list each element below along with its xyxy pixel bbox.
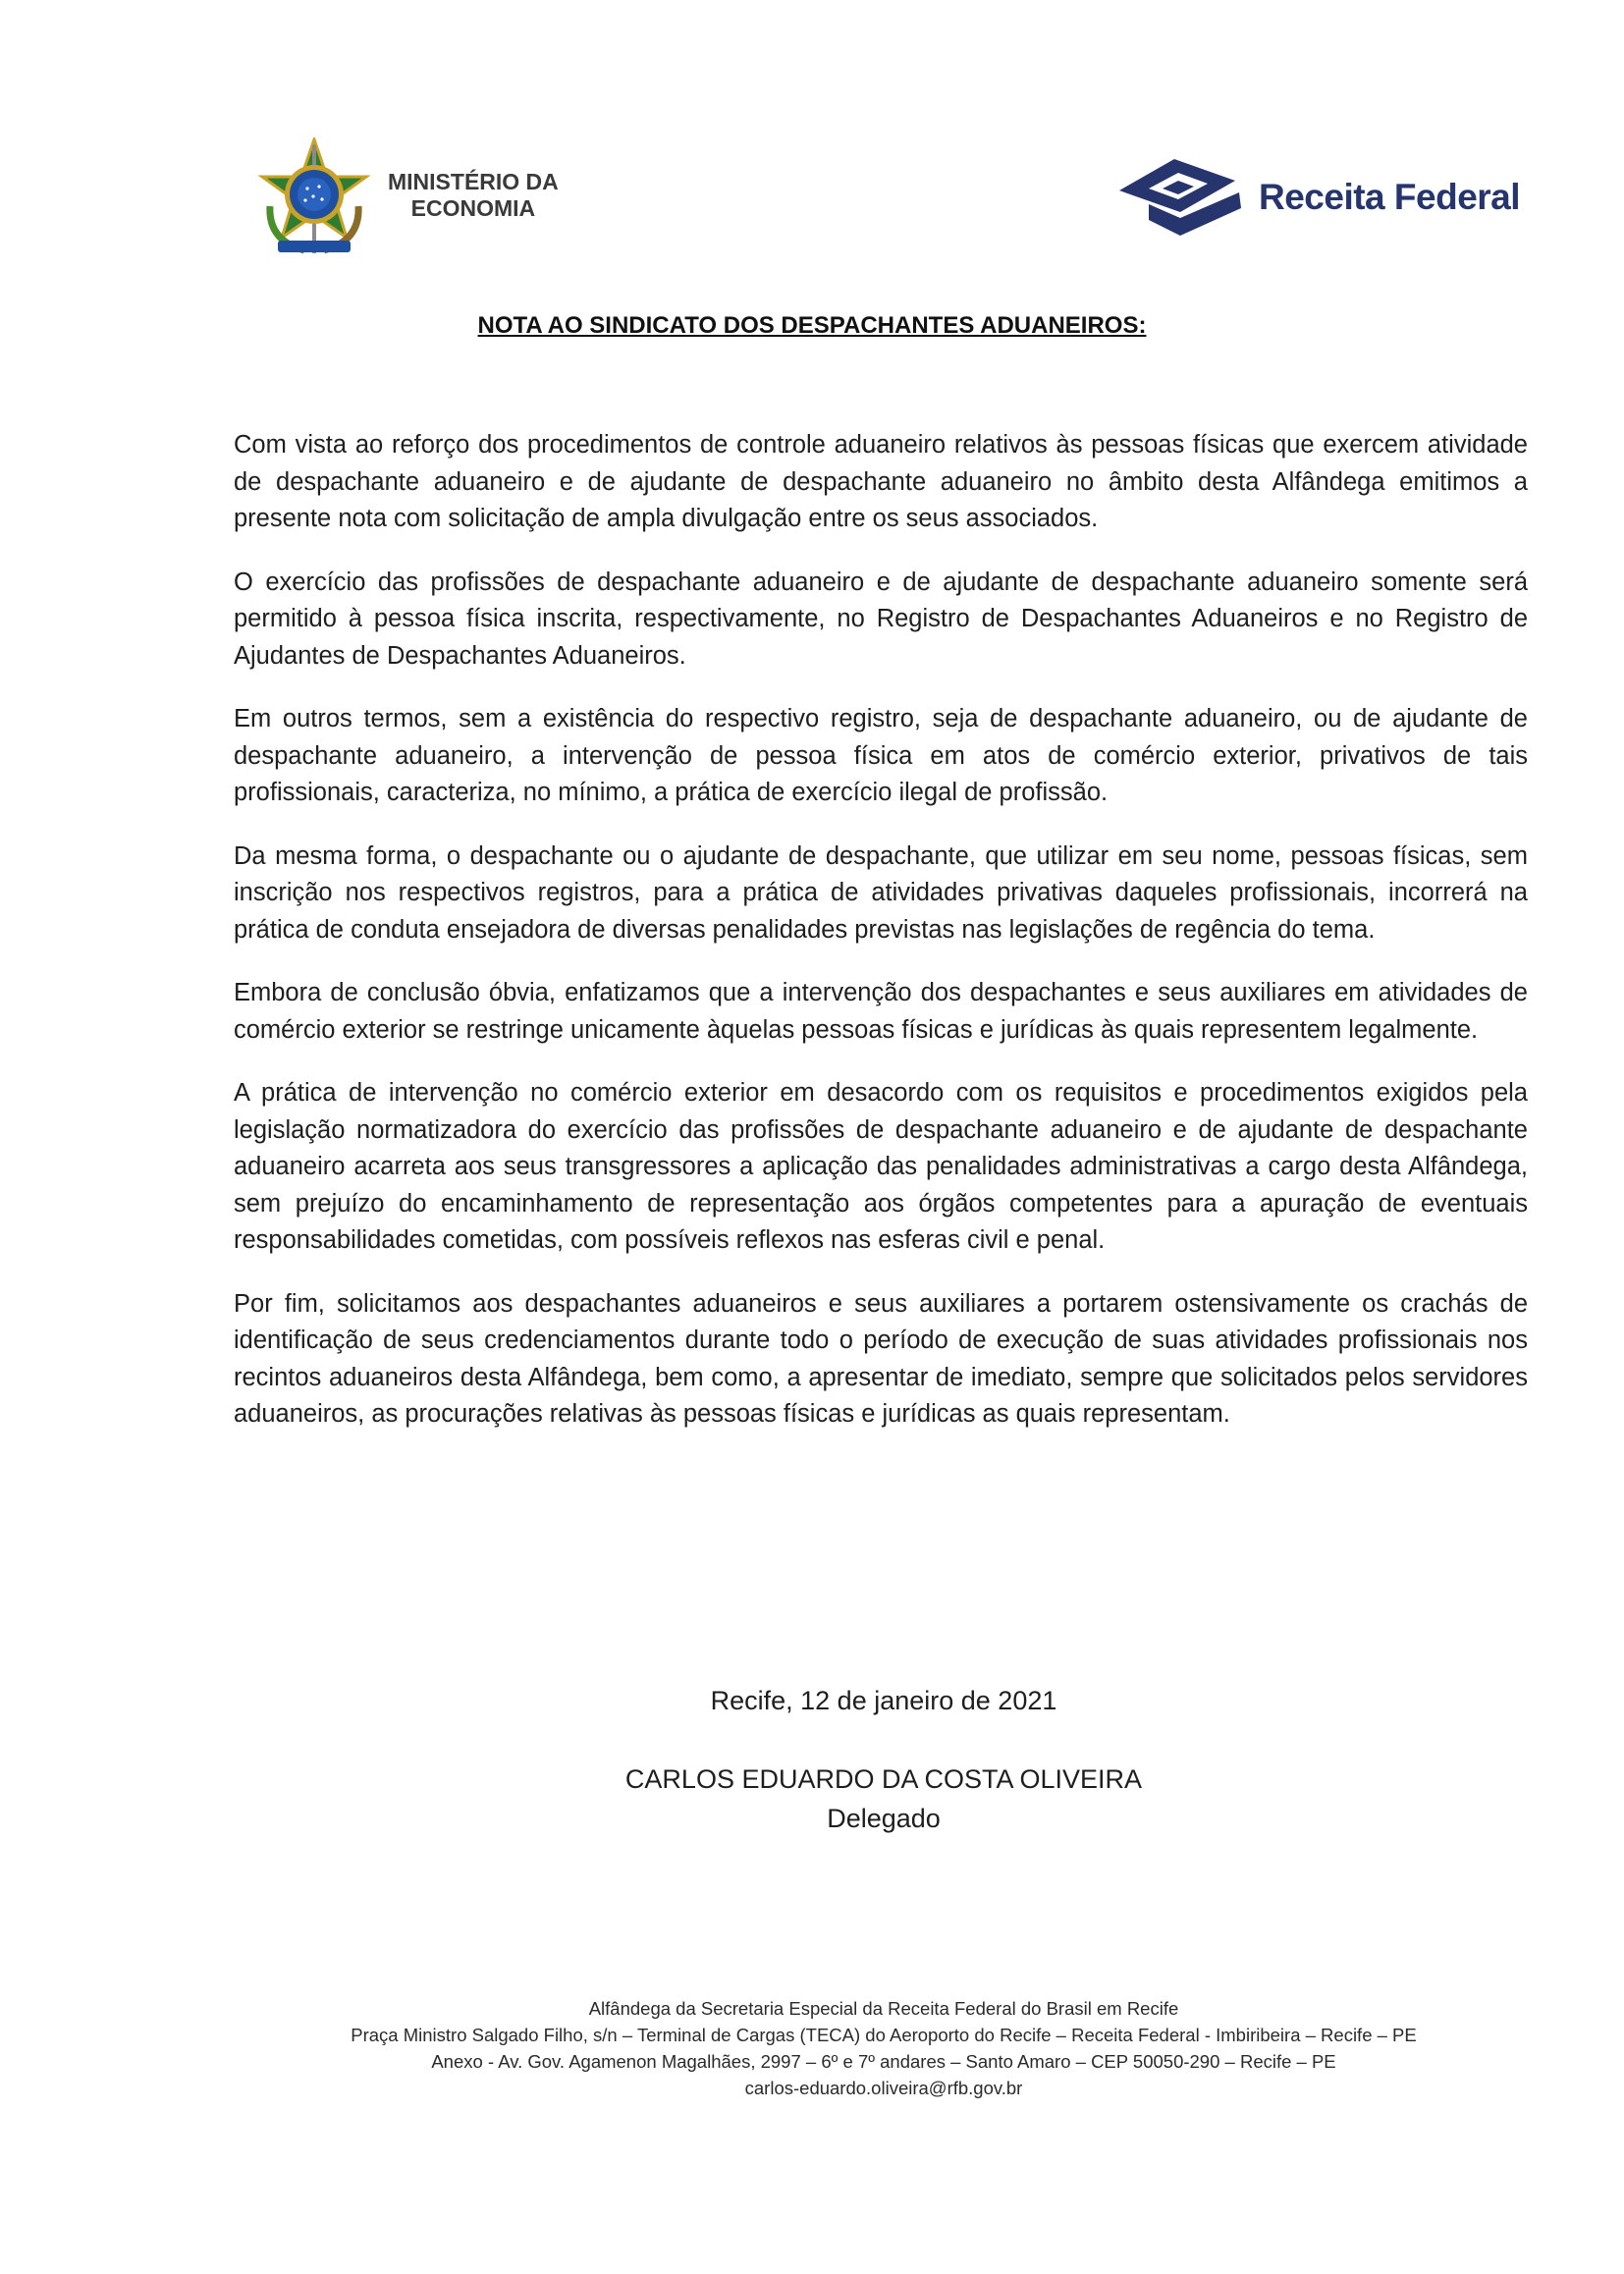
paragraph: Embora de conclusão óbvia, enfatizamos que a intervenção dos despachantes e seus auxiliares em atividades de comércio exterior se restringe unicamente àquelas pessoas físicas e jurídicas às quais representem legalmente.: [234, 979, 1528, 1044]
receita-federal-logo-icon: [1119, 157, 1252, 244]
footer-line: Alfândega da Secretaria Especial da Receita Federal do Brasil em Recife: [588, 1998, 1179, 2019]
document-title: NOTA AO SINDICATO DOS DESPACHANTES ADUANEIROS:: [477, 312, 1147, 339]
signature-date: Recife, 12 de janeiro de 2021: [710, 1686, 1057, 1715]
paragraph: A prática de intervenção no comércio exterior em desacordo com os requisitos e procedimentos exigidos pela legislação normatizadora do exercício das profissões de despachante aduaneiro e de ajudante de despachante aduaneiro acarreta aos seus transgressores a aplicação das penalidades administrativas a cargo desta Alfândega, sem prejuízo do encaminhamento de representação aos órgãos competentes para a apuração de eventuais responsabilidades cometidas, com possíveis reflexos nas esferas civil e penal.: [234, 1079, 1528, 1254]
footer-email: carlos-eduardo.oliveira@rfb.gov.br: [744, 2078, 1023, 2098]
document-body: [234, 427, 1528, 1460]
agency-name: Receita Federal: [1259, 177, 1521, 217]
ministry-line-1: MINISTÉRIO DA: [388, 169, 559, 194]
footer-line: Praça Ministro Salgado Filho, s/n – Terminal de Cargas (TECA) do Aeroporto do Recife – Receita Federal - Imbiribeira – Recife – PE: [351, 2025, 1417, 2045]
signatory-role: Delegado: [827, 1804, 941, 1833]
ministry-line-2: ECONOMIA: [410, 195, 536, 221]
paragraph: O exercício das profissões de despachante aduaneiro e de ajudante de despachante aduaneiro somente será permitido à pessoa física inscrita, respectivamente, no Registro de Despachantes Aduaneiros e no Registro de Ajudantes de Despachantes Aduaneiros.: [234, 568, 1528, 670]
ministry-name: [388, 169, 559, 222]
letterhead: [0, 0, 1624, 275]
paragraph: Da mesma forma, o despachante ou o ajudante de despachante, que utilizar em seu nome, pessoas físicas, sem inscrição nos respectivos registros, para a prática de atividades privativas daqueles profissionais, incorrerá na prática de conduta ensejadora de diversas penalidades previstas nas legislações de regência do tema.: [234, 841, 1528, 944]
footer: [0, 1995, 1624, 2101]
signatory-name: CARLOS EDUARDO DA COSTA OLIVEIRA: [624, 1764, 1143, 1794]
paragraph: Com vista ao reforço dos procedimentos de controle aduaneiro relativos às pessoas físicas que exercem atividade de despachante aduaneiro e de ajudante de despachante aduaneiro no âmbito desta Alfândega emitimos a presente nota com solicitação de ampla divulgação entre os seus associados.: [234, 431, 1528, 532]
footer-line: Anexo - Av. Gov. Agamenon Magalhães, 2997 – 6º e 7º andares – Santo Amaro – CEP 50050-290 – Recife – PE: [431, 2051, 1336, 2072]
paragraph: Em outros termos, sem a existência do respectivo registro, seja de despachante aduaneiro, ou de ajudante de despachante aduaneiro, a intervenção de pessoa física em atos de comércio exterior, privativos de tais profissionais, caracteriza, no mínimo, a prática de exercício ilegal de profissão.: [234, 705, 1528, 806]
paragraph: Por fim, solicitamos aos despachantes aduaneiros e seus auxiliares a portarem ostensivamente os crachás de identificação de seus credenciamentos durante todo o período de execução de suas atividades profissionais nos recintos aduaneiros desta Alfândega, bem como, a apresentar de imediato, sempre que solicitados pelos servidores aduaneiros, as procurações relativas às pessoas físicas e jurídicas as quais representam.: [234, 1289, 1528, 1428]
brazil-coat-of-arms-icon: [250, 137, 378, 260]
